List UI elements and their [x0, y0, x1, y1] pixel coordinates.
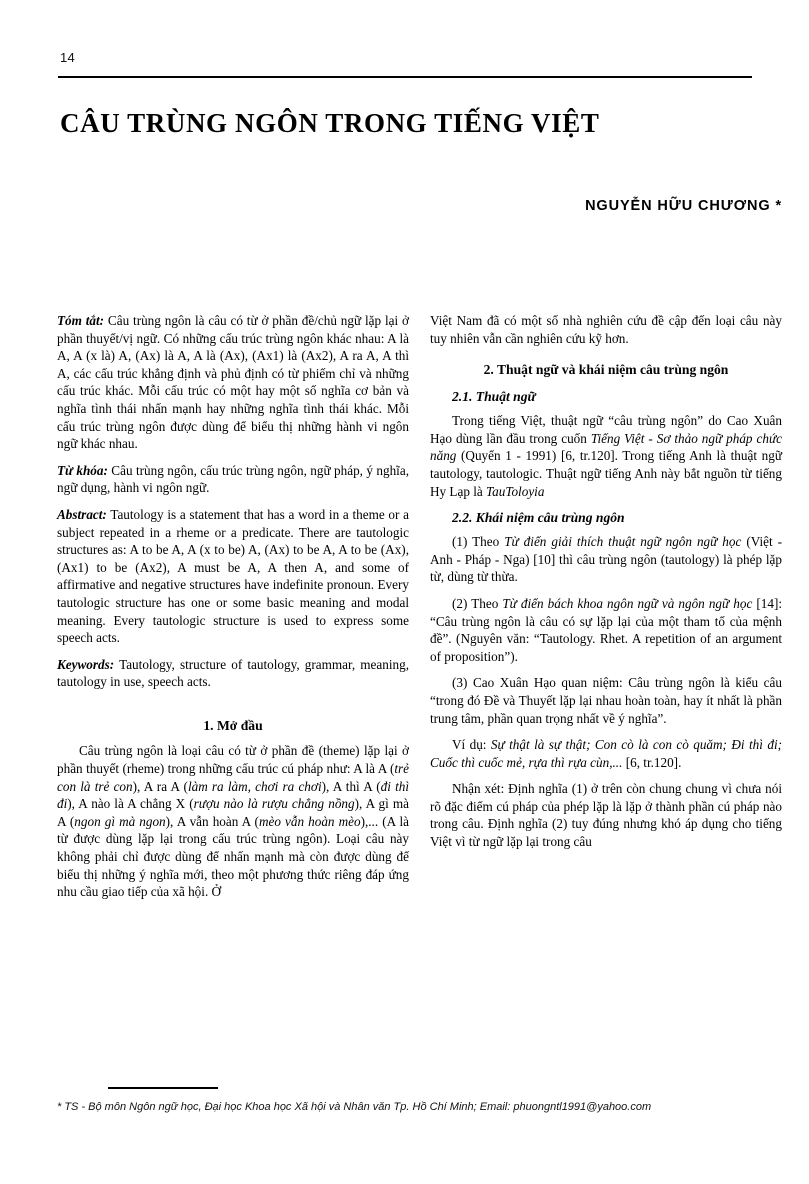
- author-name: NGUYỄN HỮU CHƯƠNG *: [585, 198, 782, 214]
- book-title-tieng-viet: Tiếng Việt - Sơ thảo ngữ pháp chức năng: [430, 430, 783, 464]
- remarks-paragraph: Nhận xét: Định nghĩa (1) ở trên còn chung chung vì chưa nói rõ đặc điểm cú pháp của phép lặp là lặp ở thành phần cú pháp nào trong câu. Định nghĩa (2) tuy đúng nhưng khó áp dụng cho tiếng Việt vì từ ngữ lặp lại trong câu: [430, 781, 782, 850]
- example-ruou-nao: rượu nào là rượu chẳng nồng: [193, 796, 355, 812]
- intro-text-b: ), A ra A (: [132, 778, 188, 794]
- page-number: 14: [60, 50, 76, 65]
- tomtat-text: Câu trùng ngôn là câu có từ ở phần đề/chủ ngữ lặp lại ở phần thuyết/vị ngữ. Có những cấu trúc trùng ngôn khác nhau: A là A, A (x là) A, (Ax) là A, A là (Ax), (Ax1) là (Ax2), A ra A, A thì A, các cấu trúc khẳng định và phủ định có từ phiếm chỉ và những cấu trúc khác. Mỗi cấu trúc có một hay một số nghĩa cơ bản và nghĩa tình thái nhấn mạnh hay những nghĩa tình thái khác. Mỗi cấu trúc trùng ngôn được dùng để biểu thị những hành vi ngôn ngữ khác nhau.: [57, 313, 409, 452]
- page-title: CÂU TRÙNG NGÔN TRONG TIẾNG VIỆT: [60, 108, 600, 138]
- example-lam-ra-lam: làm ra làm, chơi ra chơi: [187, 778, 322, 794]
- definition-3-paragraph: (3) Cao Xuân Hạo quan niệm: Câu trùng ngôn là kiểu câu “trong đó Đề và Thuyết lặp lại nhau hoàn toàn, hay ít nhất là phần trung tâm, phần quan trọng nhất về ý nghĩa”.: [430, 675, 782, 726]
- example-ngon-gi: ngon gì mà ngon: [74, 813, 166, 829]
- definition-1-text-b: (Việt - Anh - Pháp - Nga) [10] thì câu trùng ngôn (tautology) là phép lặp từ, dùng từ thừa.: [430, 534, 782, 585]
- header-divider: [58, 76, 752, 78]
- keywords-vi-paragraph: [57, 462, 409, 497]
- keywords-label: Keywords:: [57, 656, 115, 672]
- definition-2-paragraph: [430, 595, 782, 665]
- heading-section-2-2: 2.2. Khái niệm câu trùng ngôn: [452, 510, 625, 526]
- keywords-en-paragraph: [57, 656, 409, 691]
- intro-text-d: ), A nào là A chẳng X (: [67, 796, 194, 812]
- vidu-label: Ví dụ:: [452, 737, 491, 753]
- intro-text-a: Câu trùng ngôn là loại câu có từ ở phần đề (theme) lặp lại ở phần thuyết (rheme) trong những cấu trúc cú pháp như: A là A (: [57, 743, 409, 777]
- intro-text-g: ),... (A là từ được dùng lặp lại trong cấu trúc trùng ngôn). Loại câu này không phải chỉ được dùng để nhấn mạnh mà còn được dùng để biểu thị những ý nghĩa mới, theo một phương thức riêng đáp ứng nhu cầu giao tiếp của xã hội. Ở: [57, 813, 410, 900]
- vidu-examples: Sự thật là sự thật; Con cò là con cò quăm; Đi thì đi; Cuốc thì cuốc mẻ, rựa thì rựa cùn,...: [430, 737, 783, 770]
- tomtat-label: Tóm tắt:: [57, 313, 105, 328]
- examples-paragraph: [430, 736, 782, 771]
- body-paragraph-continued: Việt Nam đã có một số nhà nghiên cứu đề cập đến loại câu này tuy nhiên vẫn cần nghiên cứu kỹ hơn.: [430, 313, 782, 346]
- abstract-en-paragraph: [57, 506, 409, 647]
- example-meo-van-hoan: mèo vẫn hoàn mèo: [258, 813, 361, 829]
- right-column: [430, 312, 782, 851]
- body-paragraph-terminology: [430, 412, 782, 500]
- heading-section-2: 2. Thuật ngữ và khái niệm câu trùng ngôn: [483, 362, 729, 378]
- abstract-text: Tautology is a statement that has a word in a theme or a subject repeated in a rheme or a predicate. There are tautologic structures as: A to be A, A (x to be) A, (Ax) to be A, A to be (Ax), (Ax1) to be (Ax2), A must be A, A then A, and some of affirmative and negative structures have indefinite pronoun. Every tautologic structure has one or some basic meaning and modal meaning. Every tautologic structure is used to express some speech acts.: [57, 506, 409, 646]
- definition-1-text-a: (1) Theo: [452, 534, 505, 550]
- abstract-label: Abstract:: [57, 506, 107, 522]
- example-di-thi-di: đi thì đi: [57, 778, 409, 812]
- heading-section-2-1: 2.1. Thuật ngữ: [452, 389, 536, 405]
- greek-term-tautoloyia: TauToloyia: [486, 483, 545, 499]
- definition-2-text-a: (2) Theo: [452, 595, 503, 611]
- terminology-text-b: (Quyển 1 - 1991) [6, tr.120]. Trong tiếng Anh là thuật ngữ tautology, tautologic. Thuật ngữ tiếng Anh này bắt nguồn từ tiếng Hy Lạp là: [430, 448, 782, 499]
- body-paragraph-intro: [57, 742, 409, 900]
- footnote-divider: [108, 1087, 218, 1089]
- heading-section-1: 1. Mở đầu: [203, 717, 263, 733]
- left-column: [57, 312, 409, 901]
- terminology-text-a: Trong tiếng Việt, thuật ngữ “câu trùng ngôn” do Cao Xuân Hạo dùng lần đầu trong cuốn: [430, 413, 782, 446]
- definition-1-paragraph: [430, 533, 782, 586]
- example-tre-con: trẻ con là trẻ con: [57, 761, 409, 794]
- book-title-tu-dien-bach-khoa: Từ điển bách khoa ngôn ngữ và ngôn ngữ học: [502, 595, 753, 611]
- vidu-citation: [6, tr.120].: [622, 754, 682, 770]
- tukhoa-label: Từ khóa:: [57, 462, 108, 478]
- tukhoa-text: Câu trùng ngôn, cấu trúc trùng ngôn, ngữ pháp, ý nghĩa, ngữ dụng, hành vi ngôn ngữ.: [57, 462, 409, 496]
- book-title-tu-dien-giai-thich: Từ điển giải thích thuật ngữ ngôn ngữ học: [504, 534, 742, 550]
- footnote-affiliation: * TS - Bộ môn Ngôn ngữ học, Đại học Khoa học Xã hội và Nhân văn Tp. Hồ Chí Minh; Email: phuongntl1991@yahoo.com: [57, 1101, 652, 1113]
- intro-text-c: ), A thì A (: [321, 778, 381, 794]
- definition-2-text-b: [14]: “Câu trùng ngôn là câu có sự lặp lại của một tham tố của mệnh đề”. (Nguyên văn: “Tautology. Rhet. A repetition of an argument of proposition”).: [430, 595, 782, 664]
- intro-text-f: ), A vẫn hoàn A (: [165, 813, 259, 829]
- abstract-vi-paragraph: [57, 312, 409, 453]
- keywords-text: Tautology, structure of tautology, grammar, meaning, tautology in use, speech acts.: [57, 656, 409, 690]
- intro-text-e: ), A gì mà A (: [57, 796, 409, 829]
